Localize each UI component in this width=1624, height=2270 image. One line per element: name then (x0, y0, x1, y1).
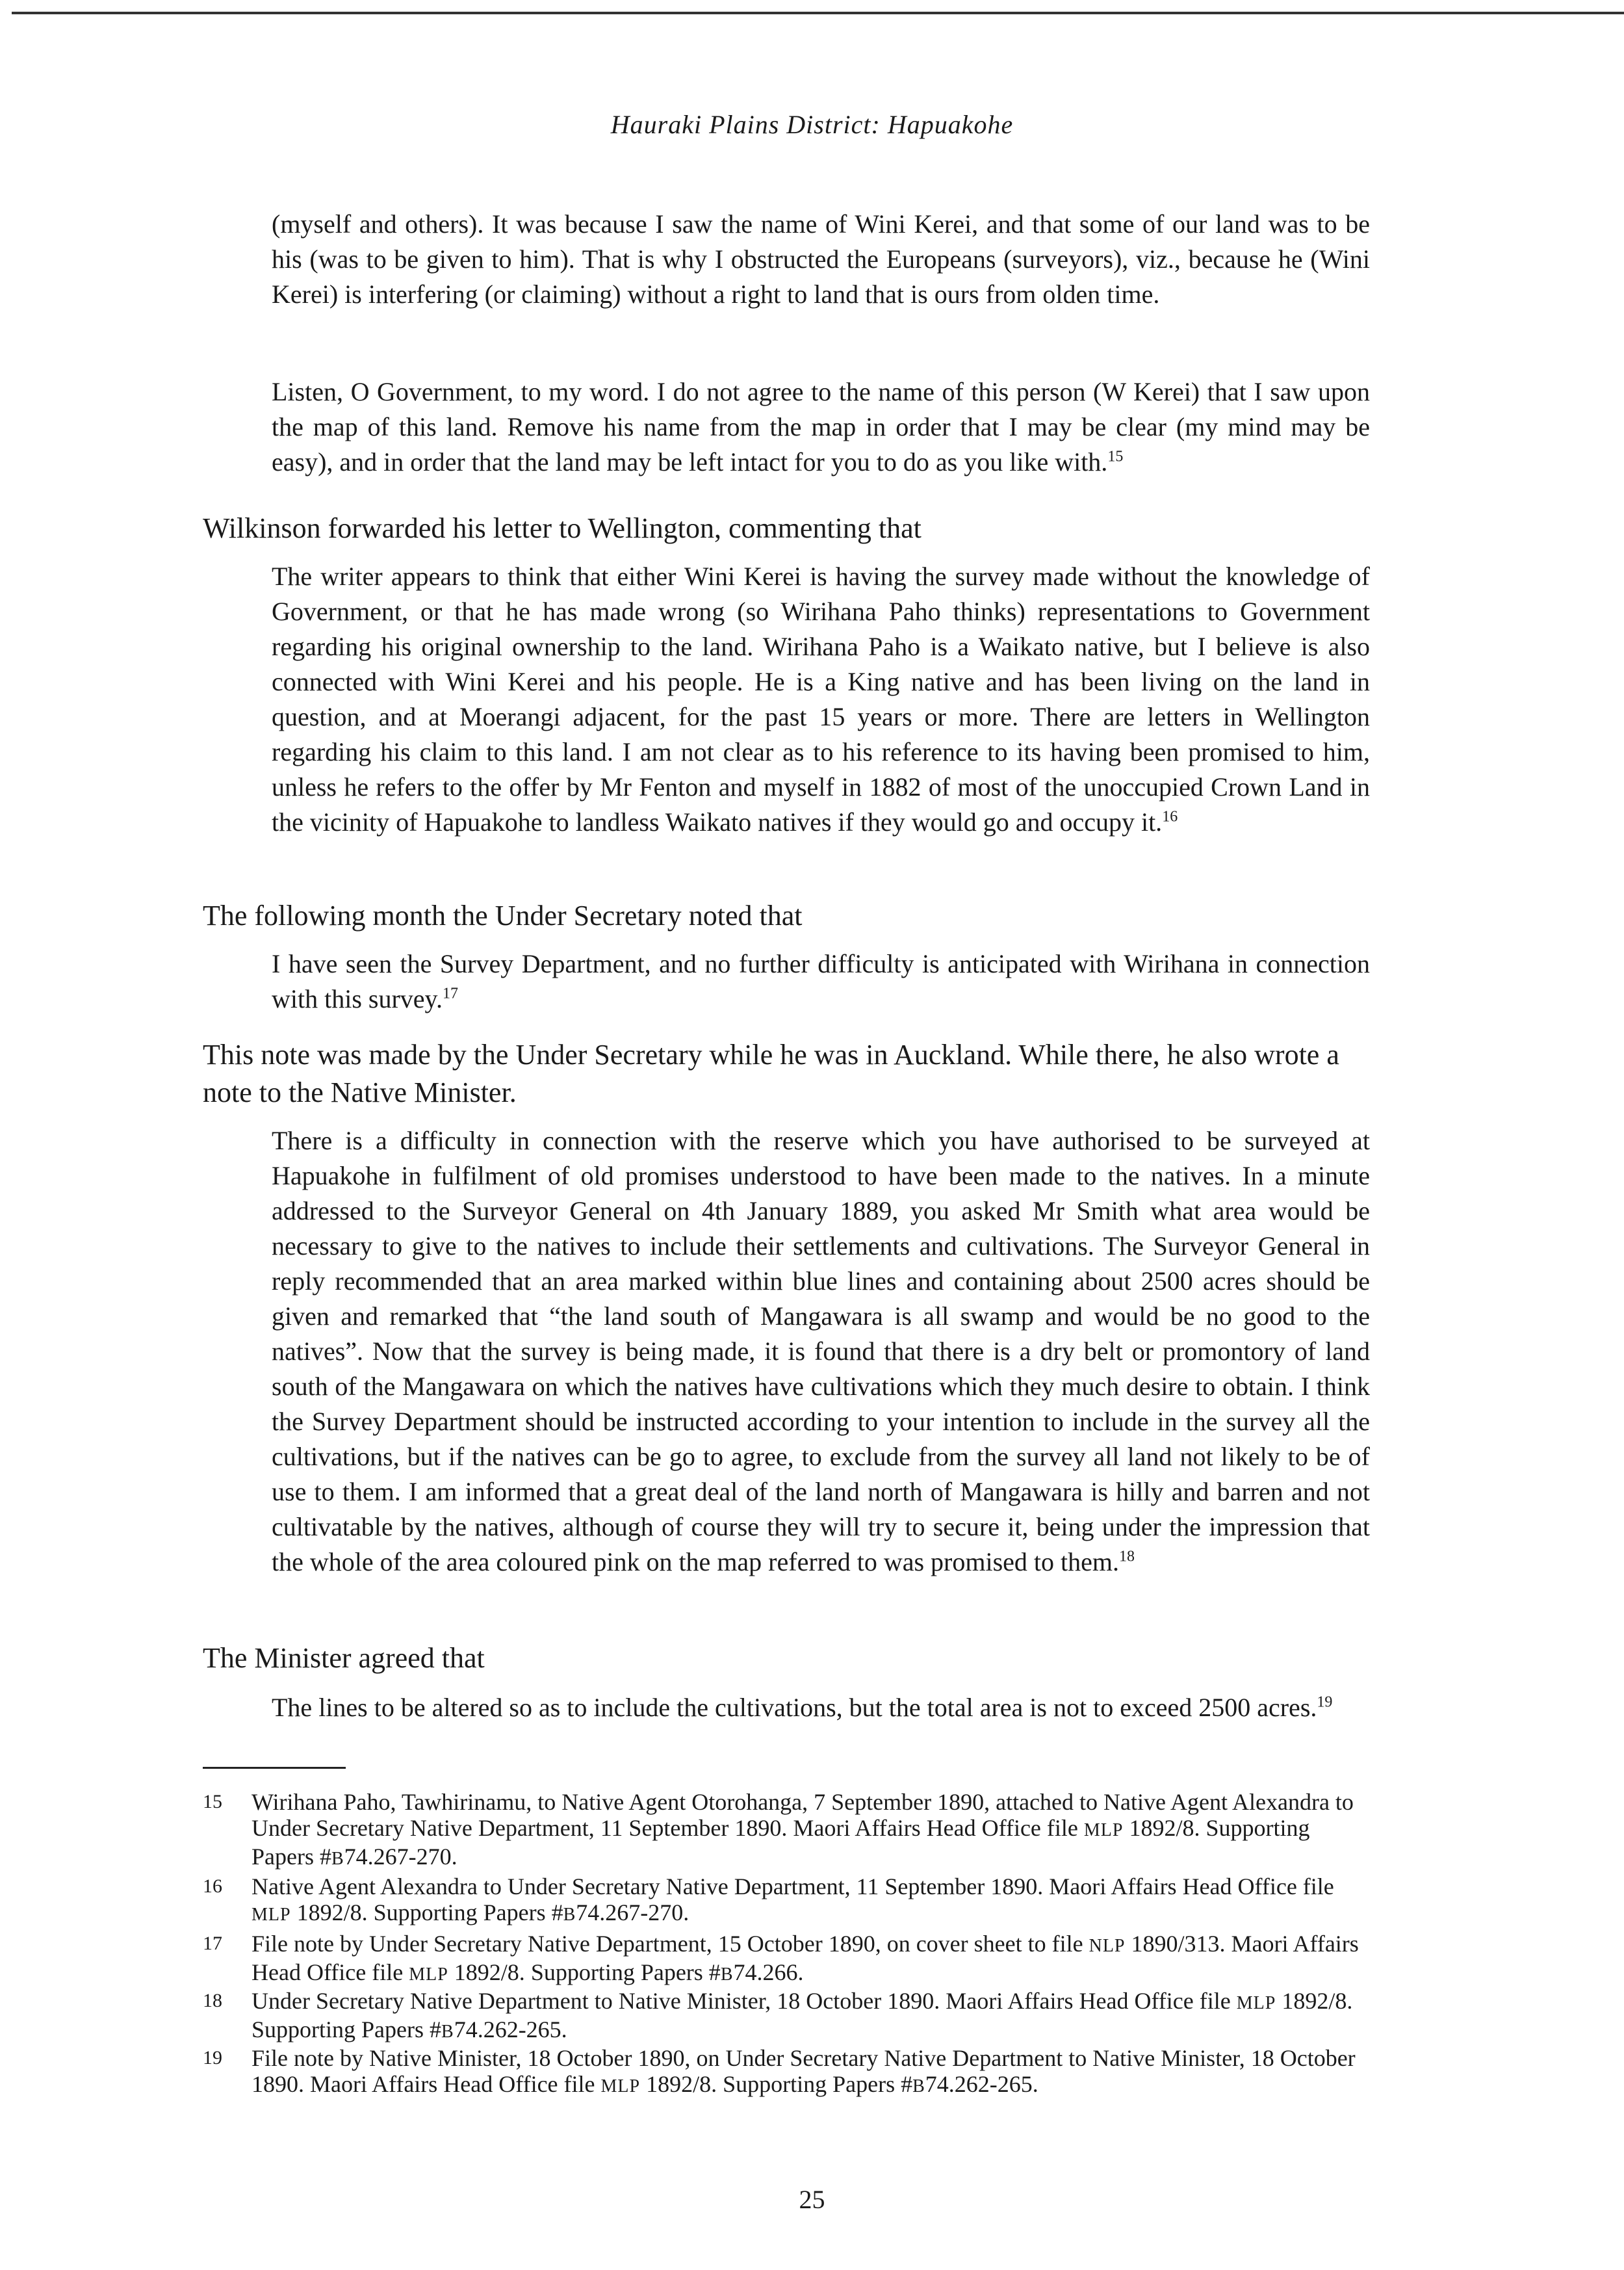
footnote-text: File note by Native Minister, 18 October 1890, on Under Secretary Native Department to Native Minister, 18 October 1890. Maori Affairs Head Office file MLP 1892/8. Supporting Papers #B74.262-265. (251, 2045, 1356, 2097)
footnote (203, 1931, 1373, 1983)
footnote-ref: 19 (1317, 1693, 1333, 1711)
footnote-number: 16 (203, 1875, 222, 1897)
body-paragraph: The Minister agreed that (203, 1642, 485, 1674)
footnote-ref: 15 (1107, 448, 1124, 465)
top-rule (12, 12, 1624, 14)
footnote-text: Under Secretary Native Department to Native Minister, 18 October 1890. Maori Affairs Head Office file MLP 1892/8. Supporting Papers #B74.262-265. (251, 1988, 1353, 2042)
block-quote: (myself and others). It was because I saw the name of Wini Kerei, and that some of our land was to be his (was to be given to him). That is why I obstructed the Europeans (surveyors), viz., because he (Wini Kerei) is interfering (or claiming) without a right to land that is ours from olden time. (272, 209, 1370, 309)
footnote (203, 2045, 1373, 2097)
body-paragraph: Wilkinson forwarded his letter to Wellington, commenting that (203, 512, 922, 544)
footnote-text: Wirihana Paho, Tawhirinamu, to Native Agent Otorohanga, 7 September 1890, attached to Native Agent Alexandra to Under Secretary Native Department, 11 September 1890. Maori Affairs Head Office file MLP 1892/8. Supporting Papers #B74.267-270. (251, 1789, 1354, 1870)
running-head: Hauraki Plains District: Hapuakohe (610, 110, 1014, 139)
footnote-number: 18 (203, 1990, 222, 2011)
block-quote: There is a difficulty in connection with the reserve which you have authorised to be surveyed at Hapuakohe in fulfilment of old promises understood to have been made to the natives. In a minute addressed to the Surveyor General on 4th January 1889, you asked Mr Smith what area would be necessary to give to the natives to include their settlements and cultivations. The Surveyor General in reply recommended that an area marked within blue lines and containing about 2500 acres should be given and remarked that “the land south of Mangawara is all swamp and would be no good to the natives”. Now that the survey is being made, it is found that there is a dry belt or promontory of land south of the Mangawara on which the natives have cultivations which they much desire to obtain. I think the Survey Department should be instructed according to your intention to include in the survey all the cultivations, but if the natives can be go to agree, to exclude from the survey all land not likely to be of use to them. I am informed that a great deal of the land north of Mangawara is hilly and barren and not cultivatable by the natives, although of course they will try to secure it, being under the impression that the whole of the area coloured pink on the map referred to was promised to them.$^{18}$ (272, 1126, 1370, 1576)
body-paragraph: This note was made by the Under Secretary while he was in Auckland. While there, he also wrote a note to the Native Minister. (203, 1039, 1339, 1108)
block-quote: I have seen the Survey Department, and no further difficulty is anticipated with Wirihana in connection with this survey.$^{17}$ (272, 949, 1370, 1013)
footnote (203, 1988, 1373, 2040)
footnote-text: Native Agent Alexandra to Under Secretary Native Department, 11 September 1890. Maori Affairs Head Office file MLP 1892/8. Supporting Papers #B74.267-270. (251, 1873, 1334, 1925)
footnote-number: 19 (203, 2047, 222, 2068)
footnote (203, 1789, 1373, 1870)
body-paragraph: The following month the Under Secretary noted that (203, 900, 803, 932)
footnote-rule (203, 1767, 346, 1769)
footnote-ref: 16 (1162, 808, 1178, 826)
footnote-number: 15 (203, 1791, 222, 1812)
footnote-number: 17 (203, 1933, 222, 1954)
footnote (203, 1873, 1373, 1925)
footnote-text: File note by Under Secretary Native Department, 15 October 1890, on cover sheet to file NLP 1890/313. Maori Affairs Head Office file MLP 1892/8. Supporting Papers #B74.266. (251, 1931, 1359, 1985)
block-quote: The writer appears to think that either Wini Kerei is having the survey made without the knowledge of Government, or that he has made wrong (so Wirihana Paho thinks) representations to Government regarding his original ownership to the land. Wirihana Paho is a Waikato native, but I believe is also connected with Wini Kerei and his people. He is a King native and has been living on the land in question, and at Moerangi adjacent, for the past 15 years or more. There are letters in Wellington regarding his claim to this land. I am not clear as to his reference to its having been promised to him, unless he refers to the offer by Mr Fenton and myself in 1882 of most of the unoccupied Crown Land in the vicinity of Hapuakohe to landless Waikato natives if they would go and occupy it.$^{16}$ (272, 562, 1370, 837)
page-number: 25 (799, 2185, 825, 2214)
block-quote: The lines to be altered so as to include the cultivations, but the total area is not to exceed 2500 acres.$^{19}$ (272, 1693, 1333, 1722)
block-quote: Listen, O Government, to my word. I do not agree to the name of this person (W Kerei) that I saw upon the map of this land. Remove his name from the map in order that I may be clear (my mind may be easy), and in order that the land may be left intact for you to do as you like with.$^{15}$ (272, 377, 1370, 476)
footnote-ref: 17 (442, 985, 458, 1002)
footnote-ref: 18 (1119, 1548, 1135, 1565)
